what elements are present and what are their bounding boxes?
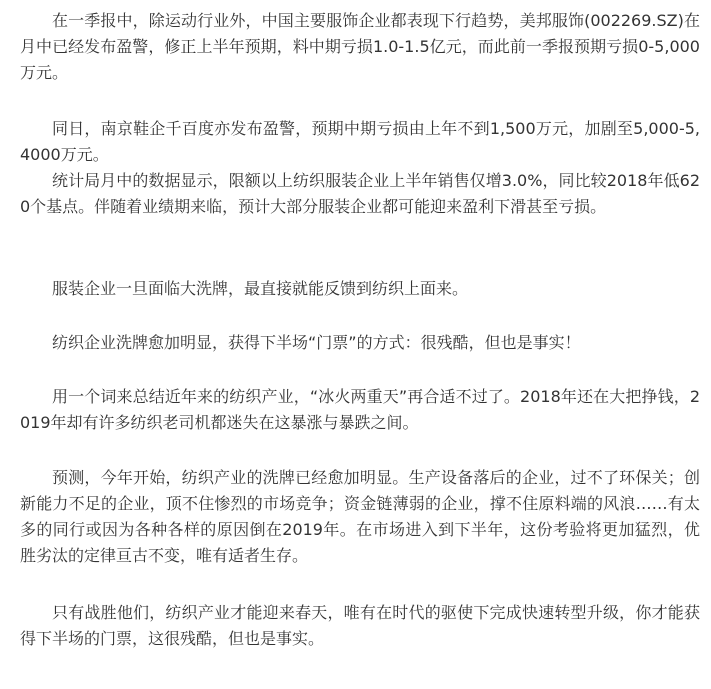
paragraph-forecast: 预测，今年开始，纺织产业的洗牌已经愈加明显。生产设备落后的企业，过不了环保关；创新能力不足的企业，顶不住惨烈的市场竞争；资金链薄弱的企业，撑不住原料端的风浪……有太多的同行或因为各种各样的原因倒在2019年。在市场进入到下半年，这份考验将更加猛烈，优胜劣汰的定律亘古不变，唯有适者生存。 — [20, 468, 700, 565]
paragraph-reshuffle-feedback: 服装企业一旦面临大洗牌，最直接就能反馈到纺织上面来。 — [52, 279, 469, 298]
paragraph-statistics: 统计局月中的数据显示，限额以上纺织服装企业上半年销售仅增3.0%，同比较2018年低620个基点。伴随着业绩期来临，预计大部分服装企业都可能迎来盈利下滑甚至亏损。 — [20, 171, 700, 216]
paragraph-qianbaidu-warning: 同日，南京鞋企千百度亦发布盈警，预期中期亏损由上年不到1,500万元，加剧至5,000-5,4000万元。 — [20, 119, 700, 164]
paragraph-q1-report: 在一季报中，除运动行业外，中国主要服饰企业都表现下行趋势，美邦服饰(002269.SZ)在月中已经发布盈警，修正上半年预期，料中期亏损1.0-1.5亿元，而此前一季报预期亏损0-5,000万元。 — [20, 11, 700, 82]
paragraph-ice-fire: 用一个词来总结近年来的纺织产业，“冰火两重天”再合适不过了。2018年还在大把挣钱，2019年却有许多纺织老司机都迷失在这暴涨与暴跌之间。 — [20, 387, 700, 432]
paragraph-ticket-method: 纺织企业洗牌愈加明显，获得下半场“门票”的方式：很残酷，但也是事实！ — [52, 333, 581, 352]
paragraph-conclusion: 只有战胜他们，纺织产业才能迎来春天，唯有在时代的驱使下完成快速转型升级，你才能获得下半场的门票，这很残酷，但也是事实。 — [20, 603, 700, 648]
